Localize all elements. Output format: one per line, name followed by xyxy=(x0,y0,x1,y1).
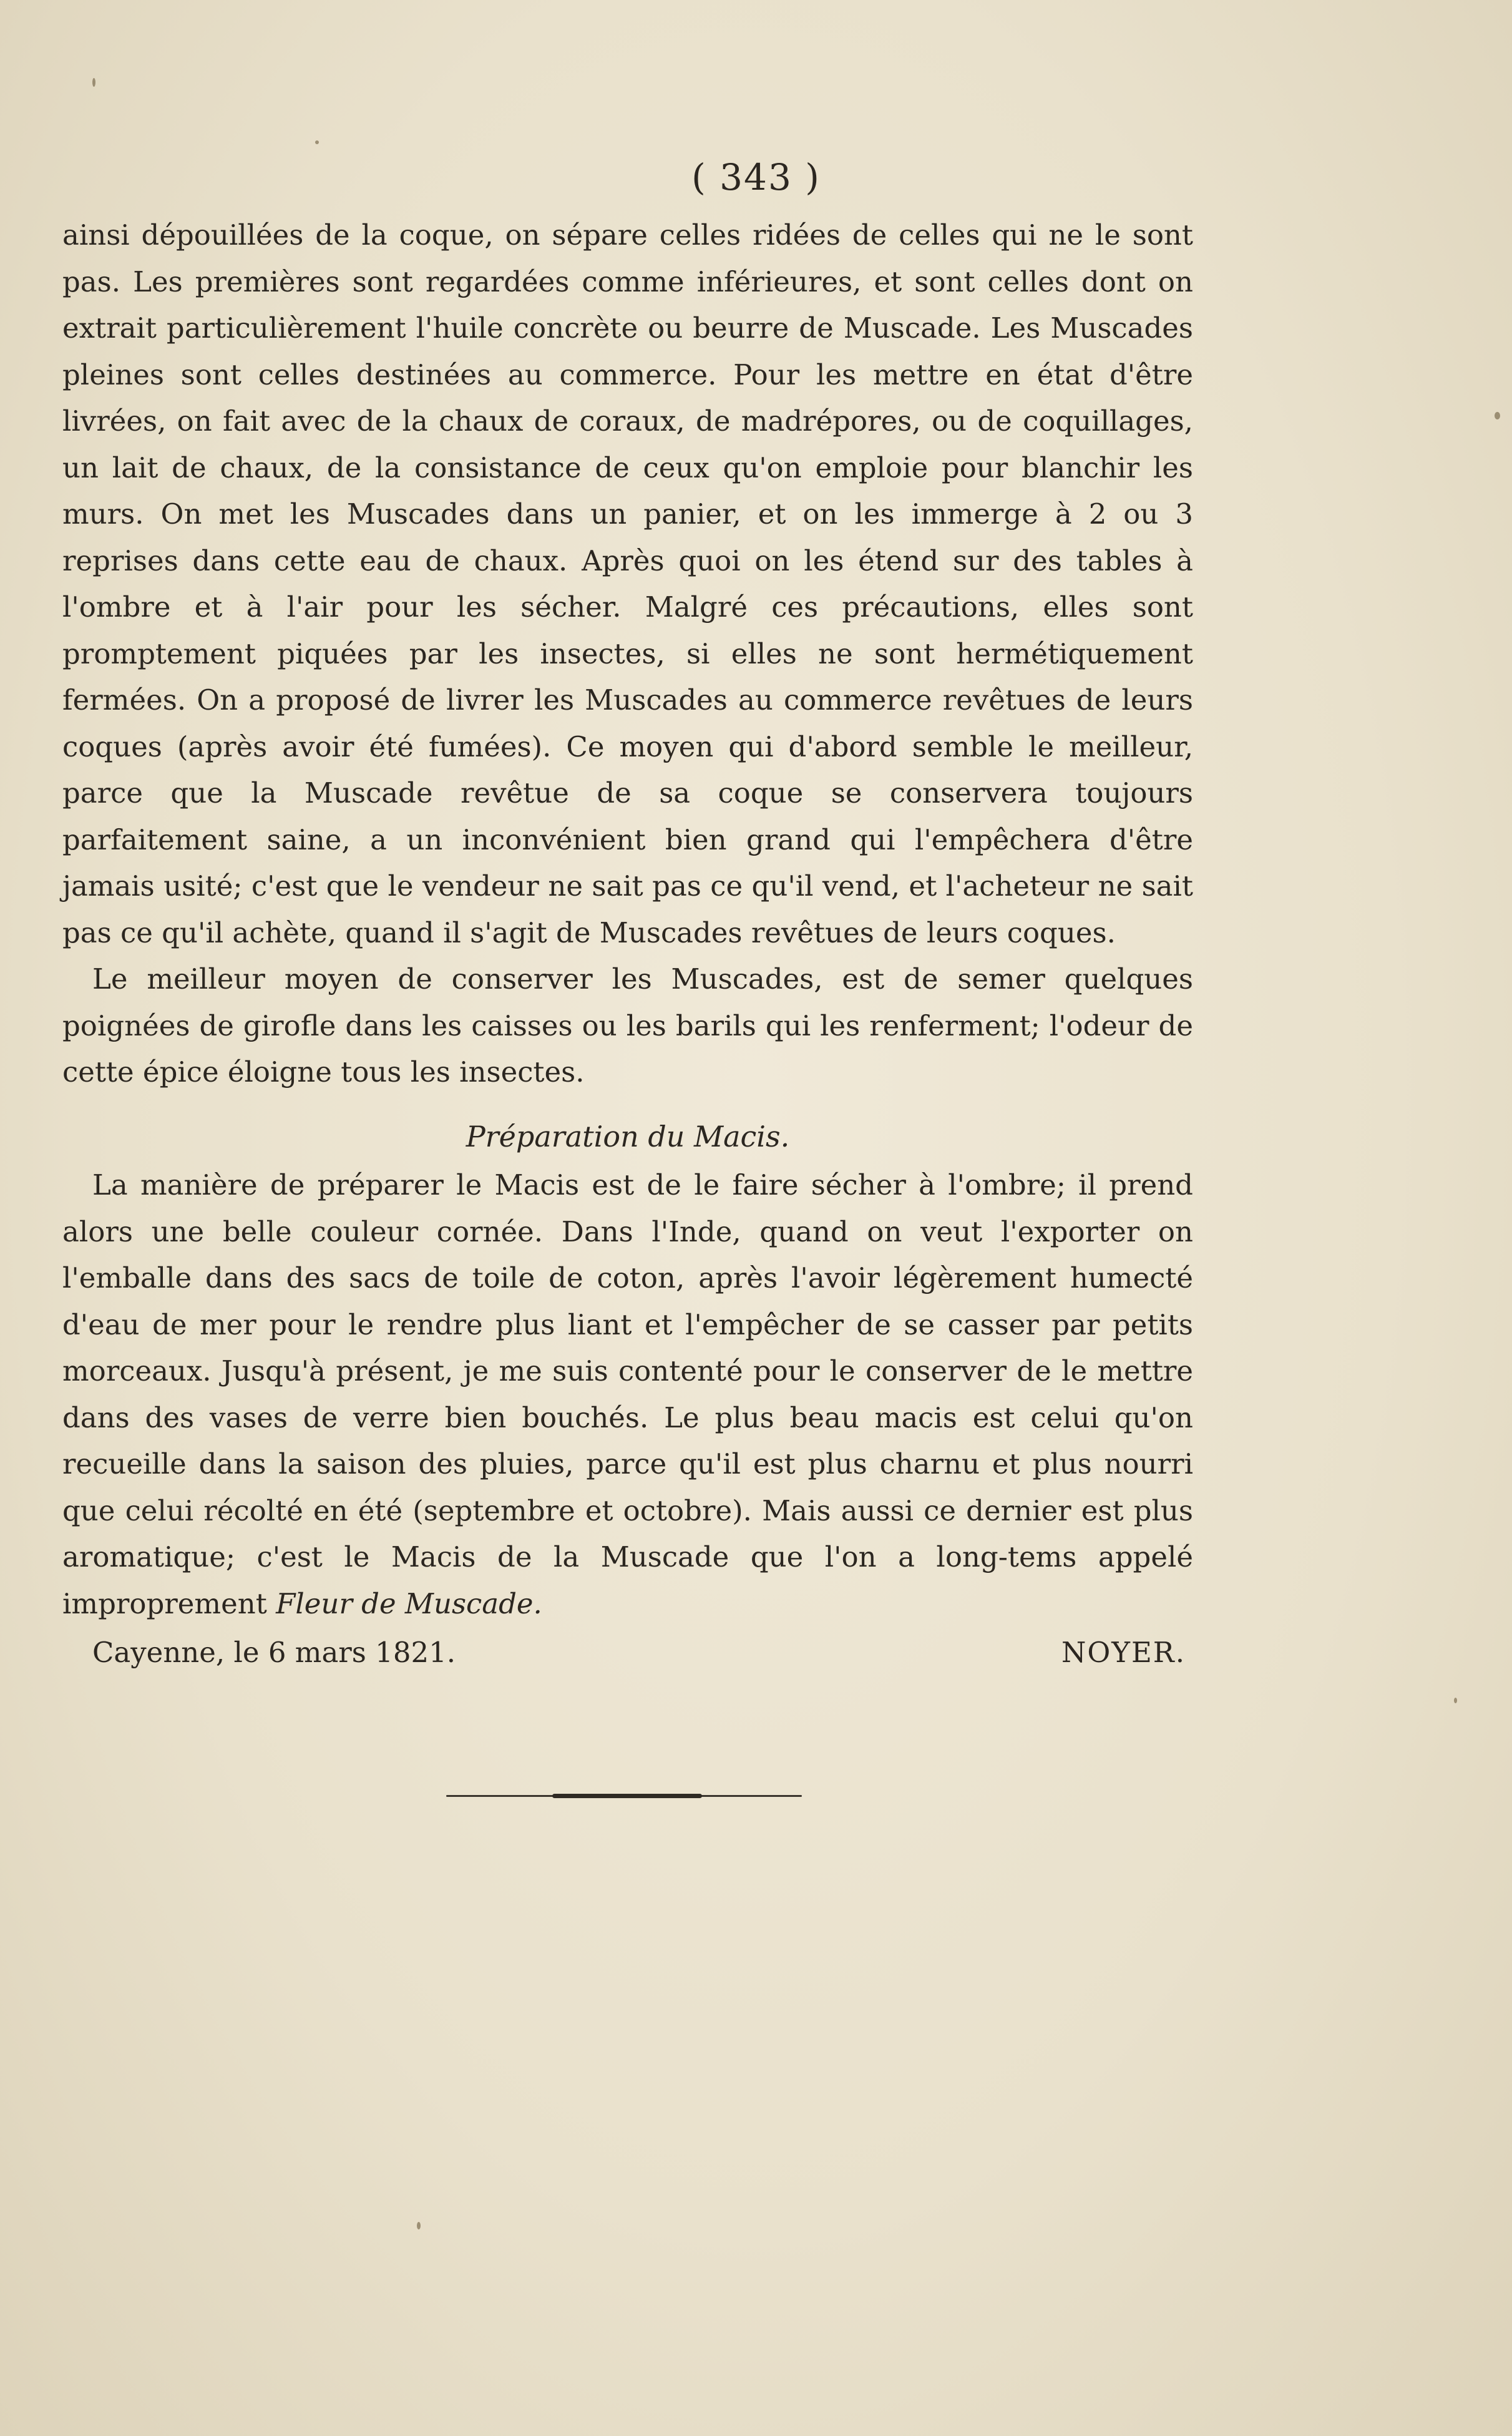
section-title: Préparation du Macis. xyxy=(466,1119,790,1153)
place-date: Cayenne, le 6 mars 1821. xyxy=(92,1636,456,1669)
paper-speck xyxy=(315,140,319,144)
paper-speck xyxy=(417,2222,421,2229)
paper-speck xyxy=(92,78,95,87)
paper-speck xyxy=(1454,1698,1457,1703)
page-number: ( 343 ) xyxy=(691,156,821,198)
closing-rule-center xyxy=(552,1794,702,1798)
paragraph: Le meilleur moyen de conserver les Muscades, est de semer quelques poignées de girofle dans les caisses ou les barils qui les renferment; l'odeur de cette épice éloigne tous les insectes. xyxy=(62,962,1193,1088)
paper-speck xyxy=(1495,412,1500,419)
section-paragraph xyxy=(62,1162,1193,1627)
author-signature: NOYER. xyxy=(1061,1636,1186,1669)
body-text xyxy=(62,212,1193,1676)
signature-line xyxy=(62,1630,1193,1676)
section-paragraph-text: La manière de préparer le Macis est de le faire sécher à l'ombre; il prend alors une belle couleur cornée. Dans l'Inde, quand on veut l'exporter on l'emballe dans des sacs de toile de coton, après l'avoir légèrement humecté d'eau de mer pour le rendre plus liant et l'empêcher de se casser par petits morceaux. Jusqu'à présent, je me suis contenté pour le conserver de le mettre dans des vases de verre bien bouchés. Le plus beau macis est celui qu'on recueille dans la saison des pluies, parce qu'il est plus charnu et plus nourri que celui récolté en été (septembre et octobre). Mais aussi ce dernier est plus aromatique; c'est le Macis de la Muscade que l'on a long-tems appelé improprement xyxy=(62,1168,1193,1620)
section-paragraph-italic: Fleur de Muscade. xyxy=(276,1587,542,1620)
paragraph: ainsi dépouillées de la coque, on sépare celles ridées de celles qui ne le sont pas. Les premières sont regardées comme inférieures, et sont celles dont on extrait particulièrement l'huile concrète ou beurre de Muscade. Les Muscades pleines sont celles destinées au commerce. Pour les mettre en état d'être livrées, on fait avec de la chaux de coraux, de madrépores, ou de coquillages, un lait de chaux, de la consistance de ceux qu'on emploie pour blanchir les murs. On met les Muscades dans un panier, et on les immerge à 2 ou 3 reprises dans cette eau de chaux. Après quoi on les étend sur des tables à l'ombre et à l'air pour les sécher. Malgré ces précautions, elles sont promptement piquées par les insectes, si elles ne sont hermétiquement fermées. On a proposé de livrer les Muscades au commerce revêtues de leurs coques (après avoir été fumées). Ce moyen qui d'abord semble le meilleur, parce que la Muscade revêtue de sa coque se conservera toujours parfaitement saine, a un inconvénient bien grand qui l'empêchera d'être jamais usité; c'est que le vendeur ne sait pas ce qu'il vend, et l'acheteur ne sait pas ce qu'il achète, quand il s'agit de Muscades revêtues de leurs coques. xyxy=(62,218,1193,949)
